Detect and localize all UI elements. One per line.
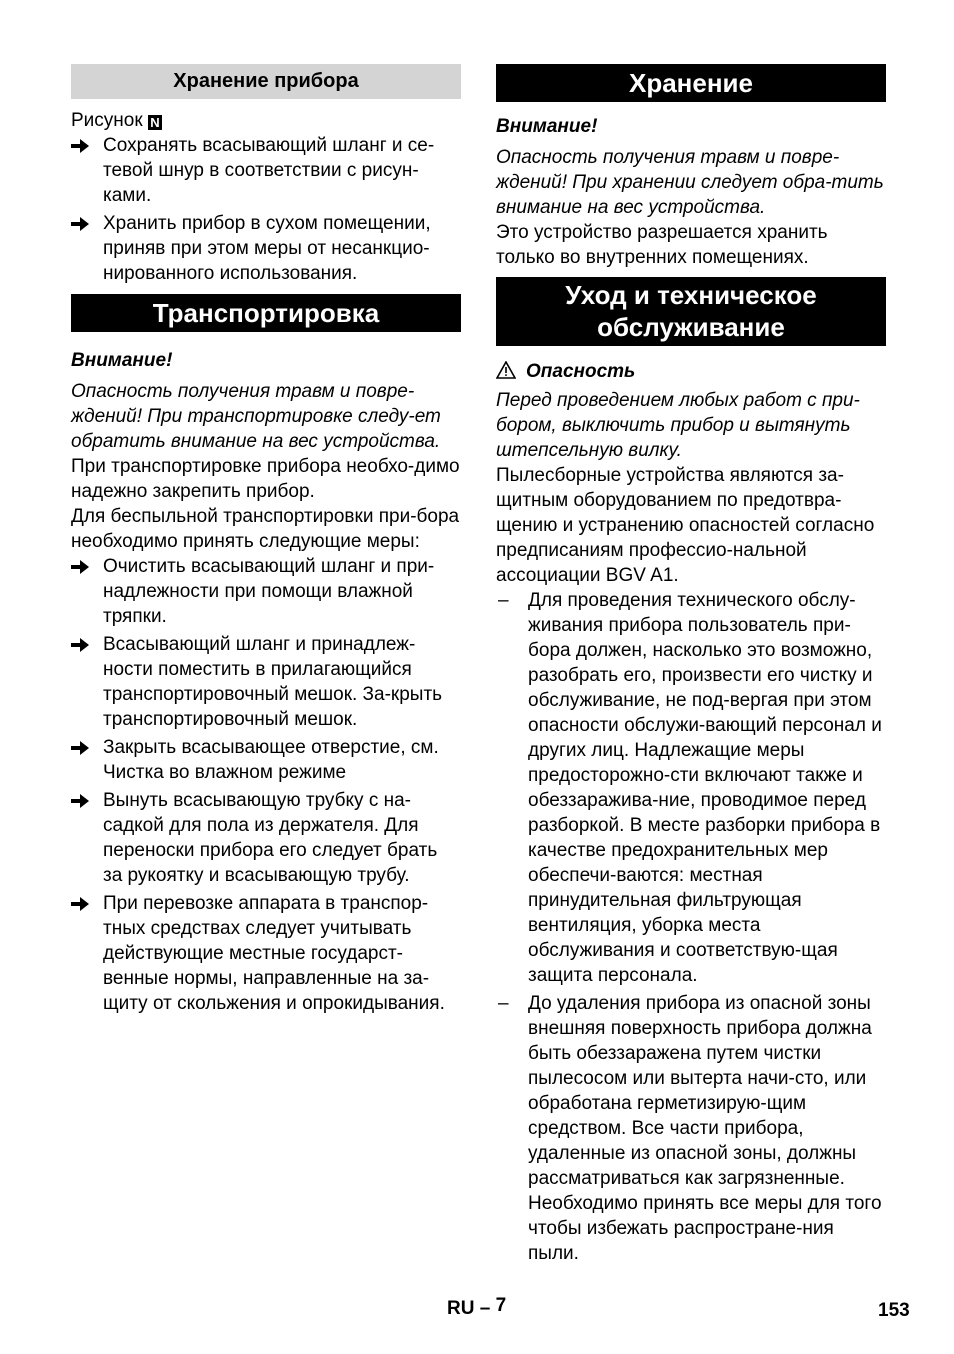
list-item: Вынуть всасывающую трубку с на-садкой для пола из держателя. Для переноски прибора его следует брать за рукоятку и всасывающую трубу.	[71, 788, 461, 888]
arrow-right-icon	[71, 211, 97, 232]
figure-reference	[71, 108, 461, 133]
figure-label: Рисунок	[71, 110, 143, 131]
arrow-right-icon	[71, 133, 97, 154]
care-heading-line-1: Уход и техническое	[565, 280, 817, 310]
list-item: – До удаления прибора из опасной зоны внешняя поверхность прибора должна быть обеззаражена путем чистки пылесосом или вытерта начи-сто, или обработана герметизирую-щим средством. Все части прибора, удаленные из опасной зоны, должны рассматриваться как загрязненные. Необходимо принять все меры для того чтобы избежать распростране-ния пыли.	[498, 993, 882, 1264]
arrow-right-icon	[71, 788, 97, 809]
warning-label: Внимание!	[496, 116, 598, 137]
list-item: Очистить всасывающий шланг и при-надлежности при помощи влажной тряпки.	[71, 554, 461, 629]
storage-list	[71, 133, 461, 286]
danger-label-row	[496, 359, 886, 386]
paragraph: Пылесборные устройства являются за-щитным оборудованием по предотвра-щению и устранению опасностей согласно предписаниям профессио-нальной ассоциации BGV A1.	[496, 465, 875, 586]
care-list	[496, 588, 886, 1266]
danger-label: Опасность	[526, 361, 636, 382]
list-item: Хранить прибор в сухом помещении, приняв при этом меры от несанкцио-нированного использования.	[71, 211, 461, 286]
warning-triangle-icon	[496, 361, 516, 386]
warning-label: Внимание!	[71, 350, 173, 371]
section-heading-storage: Хранение	[496, 64, 886, 102]
figure-n-badge: N	[148, 115, 162, 130]
arrow-right-icon	[71, 554, 97, 575]
warning-text: Опасность получения травм и повре-ждений! При хранении следует обра-тить внимание на вес устройства.	[496, 147, 884, 218]
section-heading-care	[496, 277, 886, 346]
footer-dash: –	[479, 1298, 491, 1319]
arrow-right-icon	[71, 632, 97, 653]
care-heading-line-2: обслуживание	[597, 312, 785, 342]
paragraph: Это устройство разрешается хранить только во внутренних помещениях.	[496, 222, 828, 268]
footer-lang: RU	[447, 1298, 475, 1319]
list-item: При перевозке аппарата в транспор-тных средствах следует учитывать действующие местные государст-венные нормы, направленные на за-щиту от скольжения и опрокидывания.	[71, 891, 461, 1016]
section-heading-transport: Транспортировка	[71, 294, 461, 332]
arrow-right-icon	[71, 891, 97, 912]
right-column	[496, 64, 886, 1269]
footer-section-page	[447, 1295, 507, 1320]
left-column	[71, 64, 461, 1019]
section-heading-storage-device: Хранение прибора	[71, 64, 461, 99]
dash-marker: –	[498, 590, 509, 611]
dash-marker: –	[498, 993, 509, 1014]
list-item: Закрыть всасывающее отверстие, см. Чистка во влажном режиме	[71, 735, 461, 785]
paragraph: При транспортировке прибора необхо-димо надежно закрепить прибор.	[71, 456, 460, 502]
list-item: Всасывающий шланг и принадлеж-ности поместить в прилагающийся транспортировочный мешок. За-крыть транспортировочный мешок.	[71, 632, 461, 732]
list-item: Сохранять всасывающий шланг и се-тевой шнур в соответствии с рисун-ками.	[71, 133, 461, 208]
list-item: – Для проведения технического обслу-живания прибора пользователь при-бора должен, насколько это возможно, разобрать его, произвести его чистку и обслуживание, не под-вергая при этом опасности обслужи-вающий персонал и других лиц. Надлежащие меры предосторожно-сти включают также и обеззаражива-ние, проводимое перед разборкой. В месте разборки прибора в качестве предохранительных мер обеспечи-ваются: местная принудительная фильтрующая вентиляция, уборка места обслуживания и соответствую-щая защита персонала.	[498, 590, 882, 986]
page-number: 153	[878, 1300, 910, 1321]
paragraph: Для беспыльной транспортировки при-бора необходимо принять следующие меры:	[71, 506, 460, 552]
footer-local-page: 7	[495, 1295, 507, 1316]
arrow-right-icon	[71, 735, 97, 756]
danger-text: Перед проведением любых работ с при-бором, выключить прибор и вытянуть штепсельную вилку.	[496, 390, 860, 461]
warning-text: Опасность получения травм и повре-ждений! При транспортировке следу-ет обратить внимание на вес устройства.	[71, 381, 441, 452]
transport-list	[71, 554, 461, 1016]
